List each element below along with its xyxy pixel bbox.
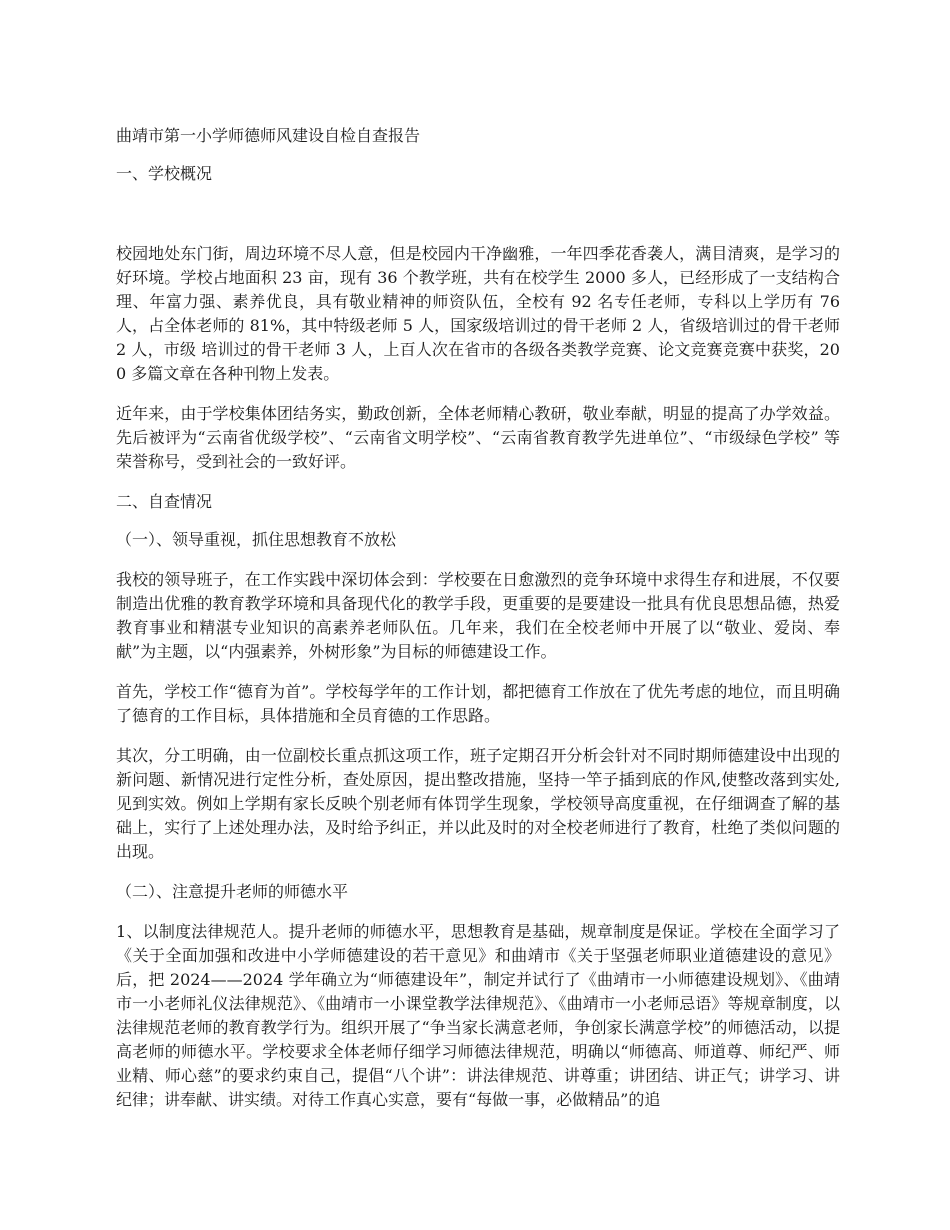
spacer bbox=[116, 664, 840, 680]
section-heading-school-overview: 一、学校概况 bbox=[116, 164, 213, 183]
document-page bbox=[116, 124, 840, 1112]
subsection-heading-leadership: （一）、领导重视，抓住思想教育不放松 bbox=[116, 530, 397, 549]
paragraph-leadership-practice: 我校的领导班子，在工作实践中深切体会到：学校要在日愈激烈的竞争环境中求得生存和进展，不仅要制造出优雅的教育教学环境和具备现代化的教学手段，更重要的是要建设一批具有优良思想品德，热爱教育事业和精湛专业知识的高素养老师队伍。几年来，我们在全校老师中开展了以“敬业、爱岗、奉献”为主题，以“内强素养，外树形象”为目标的师德建设工作。 bbox=[116, 570, 840, 661]
spacer bbox=[116, 514, 840, 528]
paragraph-moral-education-first: 首先，学校工作“德育为首”。学校每学年的工作计划，都把德育工作放在了优先考虑的地位，而且明确了德育的工作目标，具体措施和全员育德的工作思路。 bbox=[116, 682, 840, 725]
spacer bbox=[116, 386, 840, 402]
spacer bbox=[116, 552, 840, 568]
spacer bbox=[116, 904, 840, 920]
document-title: 曲靖市第一小学师德师风建设自检自查报告 bbox=[116, 126, 421, 145]
spacer bbox=[116, 728, 840, 744]
spacer bbox=[116, 864, 840, 880]
paragraph-campus-overview: 校园地处东门街，周边环境不尽人意，但是校园内干净幽雅，一年四季花香袭人，满目清爽，是学习的好环境。学校占地面积 23 亩，现有 36 个教学班，共有在校学生 2000 多人，已经形成了一支结构合理、年富力强、素养优良，具有敬业精神的师资队伍，全校有 92 名专任老师，专科以上学历有 76 人，占全体老师的 81%，其中特级老师 5 人，国家级培训过的骨干老师 2 人，省级培训过的骨干老师 2 人，市级 培训过的骨干老师 3 人，上百人次在省市的各级各类教学竞赛、论文竞赛竞赛中获奖，200 多篇文章在各种刊物上发表。 bbox=[116, 244, 840, 383]
spacer bbox=[116, 474, 840, 490]
paragraph-recent-achievements: 近年来，由于学校集体团结务实，勤政创新，全体老师精心教研，敬业奉献，明显的提高了办学效益。先后被评为“云南省优级学校”、“云南省文明学校”、“云南省教育教学先进单位”、“市级绿色学校” 等荣誉称号，受到社会的一致好评。 bbox=[116, 404, 840, 471]
section-heading-self-inspection: 二、自查情况 bbox=[116, 492, 213, 511]
subsection-heading-teacher-ethics: （二）、注意提升老师的师德水平 bbox=[116, 882, 349, 901]
paragraph-regulations: 1、以制度法律规范人。提升老师的师德水平，思想教育是基础，规章制度是保证。学校在全面学习了《关于全面加强和改进中小学师德建设的若干意见》和曲靖市《关于坚强老师职业道德建设的意见》后，把 2024——2024 学年确立为“师德建设年”，制定并试行了《曲靖市一小师德建设规划》、《曲靖市一小老师礼仪法律规范》、《曲靖市一小课堂教学法律规范》、《曲靖市一小老师忌语》等规章制度，以法律规范老师的教育教学行为。组织开展了“争当家长满意老师，争创家长满意学校”的师德活动，以提高老师的师德水平。学校要求全体老师仔细学习师德法律规范，明确以“师德高、师道尊、师纪严、师业精、师心慈”的要求约束自己，提倡“八个讲”：讲法律规范、讲尊重；讲团结、讲正气；讲学习、讲纪律；讲奉献、讲实绩。对待工作真心实意，要有“每做一事，必做精品”的追 bbox=[116, 922, 840, 1109]
spacer bbox=[116, 186, 840, 242]
paragraph-division-of-work: 其次，分工明确，由一位副校长重点抓这项工作，班子定期召开分析会针对不同时期师德建设中出现的新问题、新情况进行定性分析，查处原因，提出整改措施，坚持一竿子插到底的作风,使整改落到实处,见到实效。例如上学期有家长反映个别老师有体罚学生现象，学校领导高度重视，在仔细调查了解的基础上，实行了上述处理办法，及时给予纠正，并以此及时的对全校老师进行了教育，杜绝了类似问题的出现。 bbox=[116, 746, 840, 861]
spacer bbox=[116, 148, 840, 162]
